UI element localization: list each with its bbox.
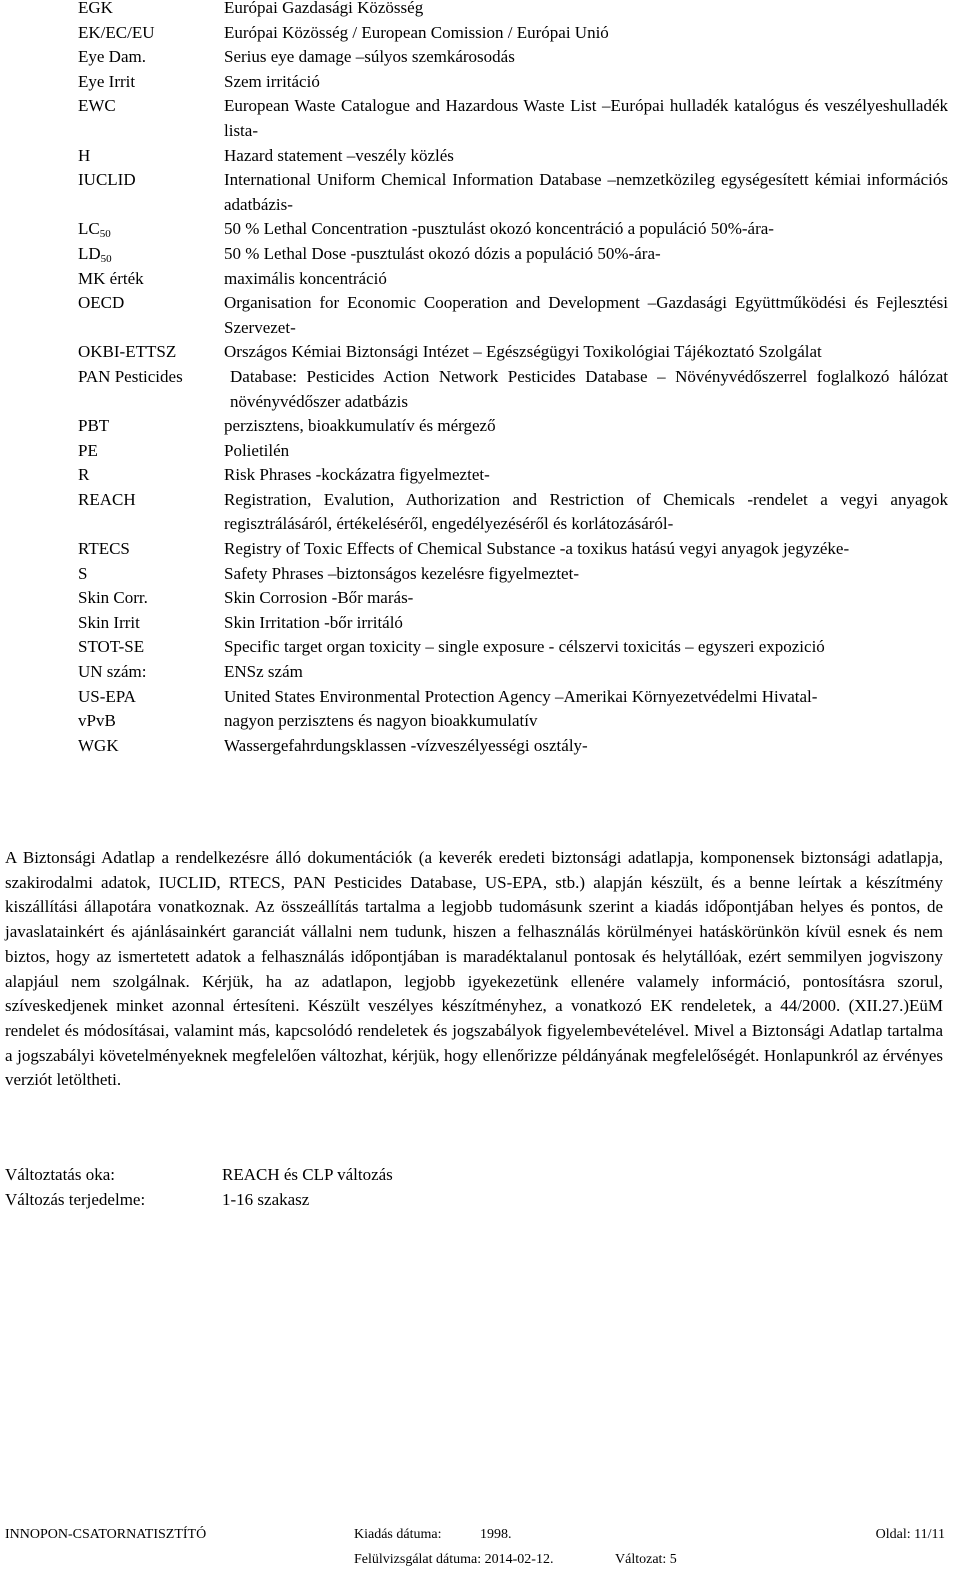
- abbreviation-row: [78, 94, 948, 143]
- abbreviation-term: [78, 734, 224, 759]
- abbreviation-subscript: 50: [100, 252, 112, 265]
- abbreviation-term: [78, 685, 224, 710]
- abbreviation-row: [78, 537, 948, 562]
- abbreviation-row: [78, 267, 948, 292]
- abbreviation-definition: Risk Phrases -kockázatra figyelmeztet-: [224, 465, 490, 485]
- abbreviation-term-text: LC: [78, 219, 100, 239]
- footer-row-2: [5, 1548, 945, 1573]
- abbreviation-definition: ENSz szám: [224, 662, 303, 682]
- abbreviation-term-text: REACH: [78, 489, 136, 509]
- abbreviation-row: [78, 45, 948, 70]
- abbreviation-term-text: S: [78, 563, 88, 583]
- abbreviation-row: [78, 562, 948, 587]
- abbreviation-term-text: STOT-SE: [78, 637, 145, 657]
- abbreviation-definition: Európai Gazdasági Közösség: [224, 0, 424, 17]
- abbreviation-row: [78, 734, 948, 759]
- abbreviation-row: [78, 611, 948, 636]
- abbreviation-definition: Hazard statement –veszély közlés: [224, 145, 454, 165]
- abbreviation-term-text: OKBI-ETTSZ: [78, 342, 177, 362]
- abbreviation-term: [78, 242, 224, 267]
- abbreviation-row: [78, 463, 948, 488]
- abbreviation-row: [78, 488, 948, 537]
- abbreviation-definition: Database: Pesticides Action Network Pesticides Database – Növényvédőszerrel foglalkozó hálózat növényvédőszer adatbázis: [230, 366, 948, 411]
- change-reason-row: [5, 1163, 393, 1188]
- abbreviation-term-text: OECD: [78, 293, 125, 313]
- change-scope-label: Változás terjedelme:: [5, 1189, 146, 1209]
- change-reason-label: Változtatás oka:: [5, 1165, 115, 1184]
- abbreviation-row: [78, 660, 948, 685]
- abbreviation-definition: Wassergefahrdungsklassen -vízveszélyességi osztály-: [224, 735, 588, 755]
- abbreviation-row: [78, 217, 948, 242]
- abbreviation-definition: Európai Közösség / European Comission / Európai Unió: [224, 22, 609, 42]
- footer-row-1: [5, 1523, 945, 1548]
- footer-page-number: Oldal: 11/11: [875, 1527, 945, 1542]
- abbreviation-row: [78, 0, 948, 21]
- abbreviation-term: [78, 217, 224, 242]
- abbreviation-term: [78, 414, 224, 439]
- abbreviation-term: [78, 340, 224, 365]
- abbreviation-term: [78, 562, 224, 587]
- abbreviation-term: [78, 439, 224, 464]
- abbreviation-definition: nagyon perzisztens és nagyon bioakkumulatív: [224, 711, 538, 731]
- abbreviation-term-text: vPvB: [78, 711, 116, 731]
- abbreviation-term-text: H: [78, 145, 91, 165]
- abbreviation-term: [78, 144, 224, 169]
- abbreviation-row: [78, 439, 948, 464]
- abbreviation-term-text: PAN Pesticides: [78, 366, 183, 386]
- abbreviation-subscript: 50: [99, 228, 111, 241]
- abbreviation-term: [78, 709, 224, 734]
- abbreviation-term: [78, 21, 224, 46]
- abbreviation-row: [78, 144, 948, 169]
- abbreviation-definition: 50 % Lethal Concentration -pusztulást okozó koncentráció a populáció 50%-ára-: [224, 219, 774, 239]
- abbreviation-row: [78, 414, 948, 439]
- abbreviation-term-text: Skin Corr.: [78, 588, 148, 608]
- abbreviation-row: [78, 291, 948, 340]
- abbreviation-row: [78, 242, 948, 267]
- abbreviation-row: [78, 586, 948, 611]
- abbreviation-term: [78, 635, 224, 660]
- abbreviation-row: [78, 685, 948, 710]
- abbreviation-term: [78, 291, 224, 340]
- abbreviation-term: [78, 365, 230, 414]
- abbreviation-list: [78, 0, 948, 758]
- abbreviation-term: [78, 463, 224, 488]
- abbreviation-term: [78, 0, 224, 21]
- abbreviation-definition: Országos Kémiai Biztonsági Intézet – Egészségügyi Toxikológiai Tájékoztató Szolgálat: [224, 342, 822, 362]
- footer-issue-label: Kiadás dátuma:: [354, 1527, 442, 1542]
- disclaimer-paragraph: A Biztonsági Adatlap a rendelkezésre álló dokumentációk (a keverék eredeti biztonsági adatlapja, komponensek biztonsági adatlapja, szakirodalmi adatok, IUCLID, RTECS, PAN Pesticides Database, US-EPA, stb.) alapján készült, és a benne leírtak a készítmény kiszállítási állapotára vonatkoznak. Az összeállítás tartalma a legjobb tudomásunk szerint a kiadás időpontjában helyes és pontos, de javaslatainkért és ajánlásainkért garanciát vállalni nem tudunk, hiszen a felhasználás körülményei hatáskörünkön kívül esnek és nem biztos, hogy az ismertetett adatok a felhasználás időpontjában is maradéktalanul pontosak és helytállóak, ezért semmilyen jogviszony alapjául nem szolgálnak. Kérjük, ha az adatlapon, legjobb igyekezetünk ellenére valamely információ, pontosításra szorul, szíveskedjenek minket azonnal értesíteni. Készült veszélyes készítményhez, a vonatkozó EK rendeletek, a 44/2000. (XII.27.)EüM rendelet és módosításai, valamint más, kapcsolódó rendeletek és jogszabályok figyelembevételével. Mivel a Biztonsági Adatlap tartalma a jogszabályi követelményeknek megfelelően változhat, kérjük, hogy ellenőrizze példányának megfelelőségét. Honlapunkról az érvényes verziót letöltheti.: [5, 848, 943, 1090]
- abbreviation-term: [78, 168, 224, 217]
- abbreviation-definition: European Waste Catalogue and Hazardous Waste List –Európai hulladék katalógus és veszélyeshulladék lista-: [224, 96, 948, 140]
- abbreviation-row: [78, 168, 948, 217]
- abbreviation-definition: Skin Irritation -bőr irritáló: [224, 612, 403, 632]
- abbreviation-row: [78, 70, 948, 95]
- abbreviation-definition: United States Environmental Protection Agency –Amerikai Környezetvédelmi Hivatal-: [224, 686, 818, 706]
- abbreviation-definition: maximális koncentráció: [224, 268, 387, 288]
- abbreviation-row: [78, 709, 948, 734]
- abbreviation-term-text: EWC: [78, 96, 116, 116]
- change-scope-value: 1-16 szakasz: [222, 1189, 310, 1209]
- abbreviation-definition: Skin Corrosion -Bőr marás-: [224, 588, 414, 608]
- abbreviation-term-text: UN szám:: [78, 662, 147, 682]
- abbreviation-definition: perzisztens, bioakkumulatív és mérgező: [224, 416, 496, 436]
- abbreviation-term-text: RTECS: [78, 539, 130, 559]
- abbreviation-term-text: EK/EC/EU: [78, 22, 155, 42]
- abbreviation-term-text: Eye Irrit: [78, 71, 136, 91]
- abbreviation-definition: Organisation for Economic Cooperation and Development –Gazdasági Együttműködési és Fejlesztési Szervezet-: [224, 293, 948, 337]
- abbreviation-definition: Specific target organ toxicity – single exposure - célszervi toxicitás – egyszeri expozició: [224, 637, 825, 657]
- abbreviation-definition: 50 % Lethal Dose -pusztulást okozó dózis a populáció 50%-ára-: [224, 243, 661, 263]
- abbreviation-term-text: Eye Dam.: [78, 47, 146, 67]
- abbreviation-term-text: Skin Irrit: [78, 612, 140, 632]
- abbreviation-term: [78, 94, 224, 143]
- abbreviation-row: [78, 635, 948, 660]
- abbreviation-term-text: PBT: [78, 416, 110, 436]
- abbreviation-row: [78, 21, 948, 46]
- abbreviation-term-text: MK érték: [78, 268, 144, 288]
- abbreviation-definition: International Uniform Chemical Information Database –nemzetközileg egységesített kémiai információs adatbázis-: [224, 170, 948, 214]
- change-info: [5, 1163, 393, 1212]
- abbreviation-term-text: R: [78, 465, 90, 485]
- footer-revision-date: Felülvizsgálat dátuma: 2014-02-12.: [354, 1551, 554, 1567]
- abbreviation-term: [78, 586, 224, 611]
- change-scope-row: [5, 1188, 393, 1213]
- abbreviation-term: [78, 70, 224, 95]
- abbreviation-term: [78, 660, 224, 685]
- abbreviation-term: [78, 267, 224, 292]
- abbreviation-term-text: LD: [78, 243, 101, 263]
- page-footer: [5, 1523, 945, 1572]
- abbreviation-row: [78, 340, 948, 365]
- abbreviation-definition: Safety Phrases –biztonságos kezelésre figyelmeztet-: [224, 563, 579, 583]
- abbreviation-term: [78, 488, 224, 537]
- footer-version: Változat: 5: [615, 1551, 677, 1567]
- abbreviation-definition: Serius eye damage –súlyos szemkárosodás: [224, 47, 515, 67]
- abbreviation-term-text: US-EPA: [78, 686, 136, 706]
- abbreviation-term-text: PE: [78, 440, 98, 460]
- abbreviation-row: [78, 365, 948, 414]
- abbreviation-term-text: EGK: [78, 0, 113, 17]
- abbreviation-term: [78, 537, 224, 562]
- footer-product-name: INNOPON-CSATORNATISZTÍTÓ: [5, 1527, 207, 1542]
- abbreviation-term: [78, 45, 224, 70]
- change-reason-value: REACH és CLP változás: [222, 1165, 393, 1184]
- abbreviation-term: [78, 611, 224, 636]
- abbreviation-definition: Registry of Toxic Effects of Chemical Substance -a toxikus hatású vegyi anyagok jegyzéke-: [224, 539, 850, 559]
- footer-issue-value: 1998.: [480, 1527, 512, 1542]
- abbreviation-term-text: IUCLID: [78, 170, 136, 190]
- abbreviation-term-text: WGK: [78, 735, 119, 755]
- abbreviation-definition: Registration, Evalution, Authorization and Restriction of Chemicals -rendelet a vegyi anyagok regisztrálásáról, értékeléséről, engedélyezéséről és korlátozásáról-: [224, 489, 948, 534]
- abbreviation-definition: Polietilén: [224, 440, 290, 460]
- abbreviation-definition: Szem irritáció: [224, 71, 320, 91]
